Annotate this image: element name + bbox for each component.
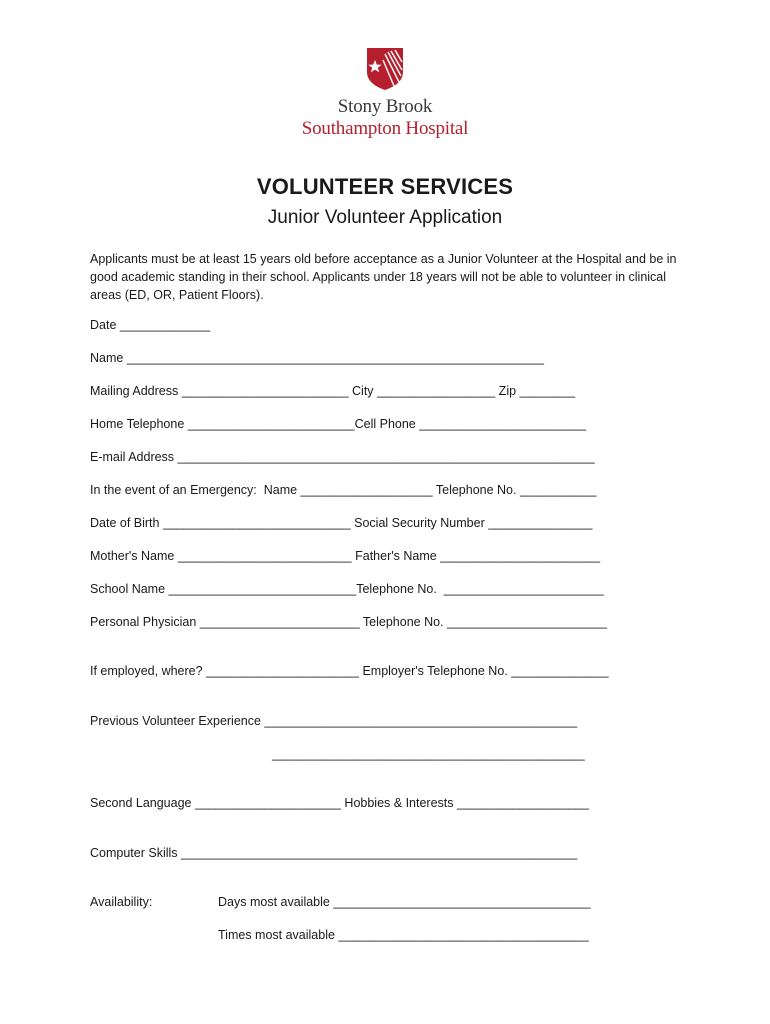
personal-physician-field[interactable]: Personal Physician _______________________ Telephone No. _______________________ — [90, 615, 607, 629]
previous-experience-continued-field[interactable]: _____________________________________________ — [272, 747, 585, 761]
page-subtitle: Junior Volunteer Application — [267, 207, 503, 228]
brand-name: Stony Brook — [337, 96, 433, 117]
intro-paragraph: Applicants must be at least 15 years old before acceptance as a Junior Volunteer at the Hospital and be in good academic standing in their school. Applicants under 18 years will not be able to volunteer in clinical areas (ED, OR, Patient Floors). — [90, 252, 677, 302]
times-available-field[interactable]: Times most available ____________________________________ — [218, 928, 589, 942]
mailing-address-field[interactable]: Mailing Address ________________________ City _________________ Zip ________ — [90, 384, 576, 398]
home-telephone-field[interactable]: Home Telephone ________________________Cell Phone ________________________ — [90, 417, 587, 431]
name-field[interactable]: Name ____________________________________________________________ — [90, 351, 544, 365]
days-available-field[interactable]: Days most available _____________________________________ — [218, 895, 591, 909]
employment-field[interactable]: If employed, where? ______________________ Employer's Telephone No. ______________ — [90, 664, 609, 678]
previous-experience-field[interactable]: Previous Volunteer Experience _____________________________________________ — [90, 714, 578, 728]
shield-star-icon — [365, 46, 405, 92]
brand-subname: Southampton Hospital — [301, 118, 469, 139]
school-name-field[interactable]: School Name ___________________________Telephone No. _______________________ — [90, 582, 604, 596]
emergency-contact-field[interactable]: In the event of an Emergency: Name ___________________ Telephone No. ___________ — [90, 483, 597, 497]
page-title: VOLUNTEER SERVICES — [256, 174, 514, 199]
date-of-birth-field[interactable]: Date of Birth ___________________________ Social Security Number _______________ — [90, 516, 593, 530]
email-field[interactable]: E-mail Address ____________________________________________________________ — [90, 450, 595, 464]
computer-skills-field[interactable]: Computer Skills _________________________________________________________ — [90, 846, 578, 860]
date-field[interactable]: Date _____________ — [90, 318, 211, 332]
availability-label: Availability: — [90, 895, 153, 909]
hospital-logo — [0, 46, 770, 140]
parents-name-field[interactable]: Mother's Name _________________________ Father's Name _______________________ — [90, 549, 601, 563]
second-language-field[interactable]: Second Language _____________________ Hobbies & Interests ___________________ — [90, 796, 590, 810]
